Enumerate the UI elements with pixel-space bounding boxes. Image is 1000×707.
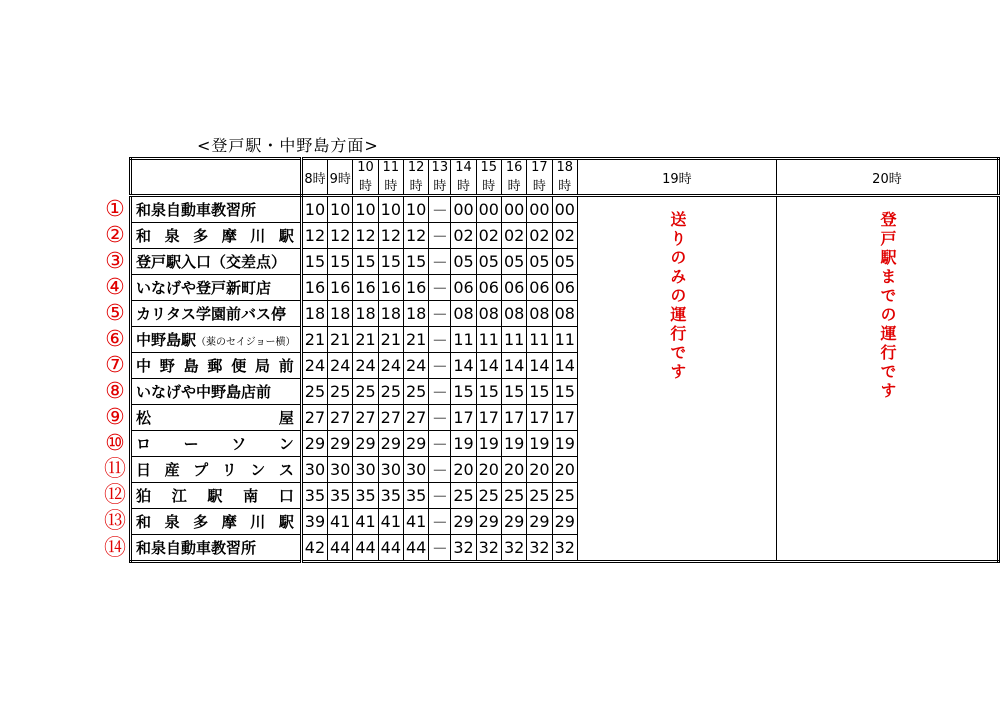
stop-name: カリタス学園前バス停 [136,305,287,323]
time-cell: 29 [501,509,526,535]
time-cell: 18 [378,301,403,327]
note-h19 [577,196,776,562]
time-cell: 30 [378,457,403,483]
hour-header: 15時 [476,159,501,196]
time-cell: － [429,249,451,275]
time-cell: 24 [378,353,403,379]
time-cell: 29 [552,509,577,535]
time-cell: 21 [328,327,353,353]
stop-number: ⑫ [103,482,126,508]
time-cell: 44 [378,535,403,562]
time-cell: 05 [501,249,526,275]
hour-header-row [131,159,999,196]
stop-name-cell [131,535,302,562]
stop-number: ⑤ [105,300,125,326]
time-cell: － [429,275,451,301]
hour-header: 10時 [353,159,378,196]
time-cell: 00 [552,196,577,223]
stop-name-cell [131,483,302,509]
time-cell: － [429,509,451,535]
stop-name: 和泉自動車教習所 [136,539,257,557]
time-cell: 18 [353,301,378,327]
time-cell: 20 [476,457,501,483]
time-cell: 19 [552,431,577,457]
time-cell: 41 [328,509,353,535]
stop-number: ② [105,222,125,248]
time-cell: 15 [476,379,501,405]
time-cell: 12 [353,223,378,249]
hour-header: 12時 [403,159,428,196]
time-cell: 10 [353,196,378,223]
time-cell: 35 [403,483,428,509]
page-title: <登戸駅・中野島方面> [197,136,379,155]
stop-name: いなげや中野島店前 [136,383,272,401]
stop-number: ⑦ [105,352,125,378]
time-cell: 11 [552,327,577,353]
header-corner-cell [131,159,302,196]
stop-number: ⑨ [105,404,125,430]
time-cell: 05 [527,249,552,275]
time-cell: 35 [301,483,327,509]
stop-name-cell [131,249,302,275]
stop-number: ⑪ [103,456,126,482]
hour-header: 9時 [328,159,353,196]
note-text: 送りのみの運行です [667,211,687,382]
stop-name: 和泉自動車教習所 [136,201,257,219]
time-cell: 06 [552,275,577,301]
time-cell: 00 [451,196,476,223]
time-cell: 06 [476,275,501,301]
time-cell: 02 [476,223,501,249]
time-cell: 27 [301,405,327,431]
time-cell: 08 [501,301,526,327]
time-cell: 08 [552,301,577,327]
time-cell: 15 [403,249,428,275]
time-cell: 24 [353,353,378,379]
time-cell: 17 [501,405,526,431]
time-cell: 02 [501,223,526,249]
time-cell: － [429,196,451,223]
time-cell: 00 [476,196,501,223]
time-cell: 27 [403,405,428,431]
hour-header: 19時 [577,159,776,196]
hour-header: 14時 [451,159,476,196]
stop-name-cell [131,405,302,431]
stop-number: ④ [105,274,125,300]
time-cell: 15 [378,249,403,275]
time-cell: － [429,223,451,249]
stop-number: ⑩ [105,430,125,456]
time-cell: 25 [501,483,526,509]
time-cell: 17 [451,405,476,431]
time-cell: 44 [353,535,378,562]
stop-name-cell [131,457,302,483]
time-cell: 29 [328,431,353,457]
timetable [129,157,1000,563]
time-cell: 32 [501,535,526,562]
time-cell: 10 [328,196,353,223]
time-cell: 11 [451,327,476,353]
stop-number: ⑥ [105,326,125,352]
time-cell: 17 [552,405,577,431]
time-cell: － [429,353,451,379]
time-cell: 25 [527,483,552,509]
time-cell: 20 [451,457,476,483]
time-cell: 08 [527,301,552,327]
stop-number: ⑬ [103,508,126,534]
time-cell: 21 [353,327,378,353]
time-cell: 29 [301,431,327,457]
time-cell: 27 [328,405,353,431]
time-cell: 05 [552,249,577,275]
hour-header: 18時 [552,159,577,196]
time-cell: 17 [527,405,552,431]
time-cell: 14 [552,353,577,379]
time-cell: 02 [451,223,476,249]
stop-name: いなげや登戸新町店 [136,279,272,297]
time-cell: 19 [451,431,476,457]
time-cell: 19 [501,431,526,457]
time-cell: － [429,327,451,353]
time-cell: 05 [476,249,501,275]
time-cell: 10 [403,196,428,223]
stop-number: ③ [105,248,125,274]
time-cell: 11 [501,327,526,353]
stop-number: ⑧ [105,378,125,404]
time-cell: 06 [527,275,552,301]
time-cell: 08 [476,301,501,327]
note-h20 [776,196,998,562]
time-cell: 35 [328,483,353,509]
time-cell: 15 [328,249,353,275]
note-text: 登戸駅までの運行です [877,211,897,401]
stop-name-cell [131,327,302,353]
time-cell: 41 [403,509,428,535]
hour-header: 17時 [527,159,552,196]
time-cell: 15 [301,249,327,275]
time-cell: 44 [403,535,428,562]
time-cell: 19 [476,431,501,457]
time-cell: 16 [403,275,428,301]
stop-name-cell [131,353,302,379]
time-cell: 16 [353,275,378,301]
time-cell: 18 [403,301,428,327]
time-cell: 29 [476,509,501,535]
time-cell: 15 [451,379,476,405]
time-cell: 41 [378,509,403,535]
time-cell: 32 [552,535,577,562]
stop-name-spaced: ロ ー ソ ン [136,435,294,453]
time-cell: 10 [301,196,327,223]
time-cell: 32 [451,535,476,562]
hour-header: 20時 [776,159,998,196]
time-cell: 32 [527,535,552,562]
stop-name: 中野島駅 [136,331,197,349]
time-cell: 25 [552,483,577,509]
stop-name-cell [131,301,302,327]
time-cell: 21 [301,327,327,353]
stop-name-cell [131,223,302,249]
time-cell: － [429,457,451,483]
time-cell: 29 [403,431,428,457]
time-cell: 18 [301,301,327,327]
time-cell: 12 [403,223,428,249]
time-cell: 15 [501,379,526,405]
time-cell: 25 [301,379,327,405]
time-cell: 19 [527,431,552,457]
stop-number: ① [105,196,125,222]
time-cell: 16 [378,275,403,301]
time-cell: 21 [403,327,428,353]
stop-name-spaced: 日 産 プ リ ン ス [136,461,294,479]
time-cell: 30 [328,457,353,483]
stop-name-spaced: 狛 江 駅 南 口 [136,487,294,505]
time-cell: 02 [552,223,577,249]
time-cell: 15 [552,379,577,405]
time-cell: 30 [353,457,378,483]
time-cell: 15 [353,249,378,275]
stop-name-sub: （薬のセイジョー横） [196,337,296,348]
time-cell: 44 [328,535,353,562]
time-cell: 12 [301,223,327,249]
stop-name-spaced: 和 泉 多 摩 川 駅 [136,227,294,245]
time-cell: 29 [451,509,476,535]
stop-name-cell [131,275,302,301]
time-cell: 25 [451,483,476,509]
time-cell: － [429,379,451,405]
time-cell: 24 [403,353,428,379]
time-cell: 24 [328,353,353,379]
time-cell: － [429,301,451,327]
time-cell: － [429,483,451,509]
time-cell: 08 [451,301,476,327]
time-cell: 27 [353,405,378,431]
time-cell: 39 [301,509,327,535]
time-cell: 41 [353,509,378,535]
time-cell: 29 [353,431,378,457]
time-cell: － [429,405,451,431]
time-cell: 30 [301,457,327,483]
stop-name-cell [131,431,302,457]
time-cell: 30 [403,457,428,483]
time-cell: 42 [301,535,327,562]
stop-name-spaced: 松 屋 [136,409,294,427]
stop-name-spaced: 中 野 島 郵 便 局 前 [136,357,294,375]
time-cell: 25 [476,483,501,509]
time-cell: 00 [501,196,526,223]
time-cell: 14 [527,353,552,379]
time-cell: 25 [328,379,353,405]
time-cell: 25 [378,379,403,405]
time-cell: 16 [301,275,327,301]
time-cell: 06 [451,275,476,301]
hour-header: 13時 [429,159,451,196]
time-cell: 12 [378,223,403,249]
time-cell: － [429,431,451,457]
time-cell: 16 [328,275,353,301]
stop-name: 登戸駅入口（交差点） [136,253,287,271]
time-cell: 15 [527,379,552,405]
time-cell: 10 [378,196,403,223]
time-cell: 21 [378,327,403,353]
time-cell: 00 [527,196,552,223]
time-cell: 20 [527,457,552,483]
time-cell: 06 [501,275,526,301]
time-cell: 05 [451,249,476,275]
time-cell: 17 [476,405,501,431]
time-cell: 32 [476,535,501,562]
time-cell: 18 [328,301,353,327]
time-cell: 20 [501,457,526,483]
time-cell: 29 [527,509,552,535]
time-cell: 35 [378,483,403,509]
time-cell: 12 [328,223,353,249]
time-cell: － [429,535,451,562]
stop-name-cell [131,196,302,223]
time-cell: 35 [353,483,378,509]
stop-name-cell [131,379,302,405]
time-cell: 11 [476,327,501,353]
time-cell: 14 [451,353,476,379]
hour-header: 8時 [301,159,327,196]
stop-name-cell [131,509,302,535]
table-row [131,196,999,223]
time-cell: 25 [353,379,378,405]
time-cell: 20 [552,457,577,483]
time-cell: 02 [527,223,552,249]
hour-header: 16時 [501,159,526,196]
stop-name-spaced: 和 泉 多 摩 川 駅 [136,513,294,531]
time-cell: 11 [527,327,552,353]
time-cell: 24 [301,353,327,379]
time-cell: 14 [501,353,526,379]
time-cell: 25 [403,379,428,405]
time-cell: 29 [378,431,403,457]
stop-number: ⑭ [103,535,126,561]
time-cell: 14 [476,353,501,379]
hour-header: 11時 [378,159,403,196]
time-cell: 27 [378,405,403,431]
